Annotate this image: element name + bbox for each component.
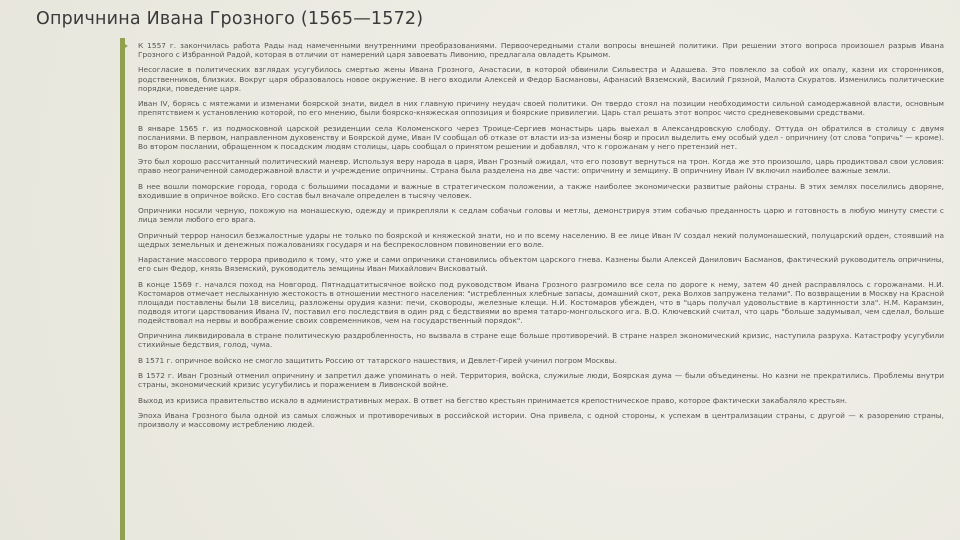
paragraph: В январе 1565 г. из подмосковной царской резиденции села Коломенского через Троице-Сергиев монастырь царь выехал в Александровскую слободу. Оттуда он обратился в столицу с двумя посланиями. В первом, направленном духовенству и Боярской думе, Иван IV сообщал об отказе от власти из-за измены бояр и просил выделить ему особый удел - опричнину (от слова "опричь" — кроме). Во втором послании, обращенном к посадским людям столицы, царь сообщал о принятом решении и добавлял, что к горожанам у него претензий нет. xyxy=(138,123,944,151)
slide-body xyxy=(138,41,944,537)
paragraph: Нарастание массового террора приводило к тому, что уже и сами опричники становились объектом царского гнева. Казнены были Алексей Данилович Басманов, фактический руководитель опричнины, его сын Федор, князь Вяземский, руководитель земщины Иван Михайлович Висковатый. xyxy=(138,255,944,274)
paragraph: В нее вошли поморские города, города с большими посадами и важные в стратегическом положении, а также наиболее экономически развитые районы страны. В этих землях поселились дворяне, входившие в опричное войско. Его состав был вначале определен в тысячу человек. xyxy=(138,181,944,200)
paragraph: В 1571 г. опричное войско не смогло защитить Россию от татарского нашествия, и Девлет-Гирей учинил погром Москвы. xyxy=(138,355,617,365)
paragraph: Опричники носили черную, похожую на монашескую, одежду и прикрепляли к седлам собачьи головы и метлы, демонстрируя этим собачью преданность царю и готовность в любую минуту смести с лица земли любого его врага. xyxy=(138,206,944,225)
bullet-arrow-icon xyxy=(120,41,128,51)
slide-title: Опричнина Ивана Грозного (1565—1572) xyxy=(36,9,424,29)
paragraph: Выход из кризиса правительство искало в административных мерах. В ответ на бегство крестьян принимается крепостническое право, которое фактически закабаляло крестьян. xyxy=(138,395,848,405)
paragraph: Несогласие в политических взглядах усугубилось смертью жены Ивана Грозного, Анастасии, в которой обвинили Сильвестра и Адашева. Это повлекло за собой их опалу, казни их сторонников, родственников, близких. Вокруг царя образовалось новое окружение. В него входили Алексей и Федор Басмановы, Афанасий Вяземский, Василий Грязной, Малюта Скуратов. Изменились политические порядки, поведение царя. xyxy=(138,65,944,93)
paragraph: В конце 1569 г. начался поход на Новгород. Пятнадцатитысячное войско под руководством Ивана Грозного разгромило все села по дороге к нему, затем 40 дней расправлялось с горожанами. Н.И. Костомаров отмечает неслыханную жестокость в отношении местного населения: "истребленных хлебные запасы, домашний скот, река Волхов запружена телами". По возвращении в Москву на Красной площади поставлены были 18 виселиц, разложены орудия казни: печи, сковороды, железные клещи. Н.И. Костомаров убежден, что в "царь получал удовольствие в картинности зла". Н.М. Карамзин, подводя итоги царствования Ивана IV, поставил его последствия в один ряд с бедствиями во время татаро-монгольского ига. В.О. Ключевский считал, что царь "больше задумывал, чем сделал, больше подействовал на нервы и воображение своих современников, чем на государственный порядок". xyxy=(138,279,944,325)
accent-bar xyxy=(120,38,125,540)
paragraph: Иван IV, борясь с мятежами и изменами боярской знати, видел в них главную причину неудач своей политики. Он твердо стоял на позиции необходимости сильной самодержавной власти, основным препятствием к установлению которой, по его мнению, были боярско-княжеская оппозиция и боярские привилегии. Царь стал решать этот вопрос чисто средневековыми средствами. xyxy=(138,99,944,118)
paragraph: Это был хорошо рассчитанный политический маневр. Используя веру народа в царя, Иван Грозный ожидал, что его позовут вернуться на трон. Когда же это произошло, царь продиктовал свои условия: право неограниченной самодержавной власти и учреждение опричнины. Страна была разделена на две части: опричнину и земщину. В опричнину Иван IV включил наиболее важные земли. xyxy=(138,157,944,176)
paragraph: Опричнина ликвидировала в стране политическую раздробленность, но вызвала в стране еще больше противоречий. В стране назрел экономический кризис, наступила разруха. Катастрофу усугубили стихийные бедствия, голод, чума. xyxy=(138,331,944,350)
paragraph: Опричный террор наносил безжалостные удары не только по боярской и княжеской знати, но и по всему населению. В ее лице Иван IV создал некий полумонашеский, полуцарский орден, стоявший на щедрых земельных и денежных пожалованиях государя и на беспрекословном повиновении его воле. xyxy=(138,230,944,249)
paragraph: В 1572 г. Иван Грозный отменил опричнину и запретил даже упоминать о ней. Территория, войска, служилые люди, Боярская дума — были объединены. Но казни не прекратились. Проблемы внутри страны, экономический кризис усугубились и поражением в Ливонской войне. xyxy=(138,371,944,390)
paragraph: К 1557 г. закончилась работа Рады над намеченными внутренними преобразованиями. Первоочередными стали вопросы внешней политики. При решении этого вопроса произошел разрыв Ивана Грозного с Избранной Радой, которая в отличии от намерений царя завоевать Ливонию, предлагала овладеть Крымом. xyxy=(138,41,944,60)
paragraph: Эпоха Ивана Грозного была одной из самых сложных и противоречивых в российской истории. Она привела, с одной стороны, к успехам в централизации страны, с другой — к разорению страны, произволу и массовому истреблению людей. xyxy=(138,411,944,430)
